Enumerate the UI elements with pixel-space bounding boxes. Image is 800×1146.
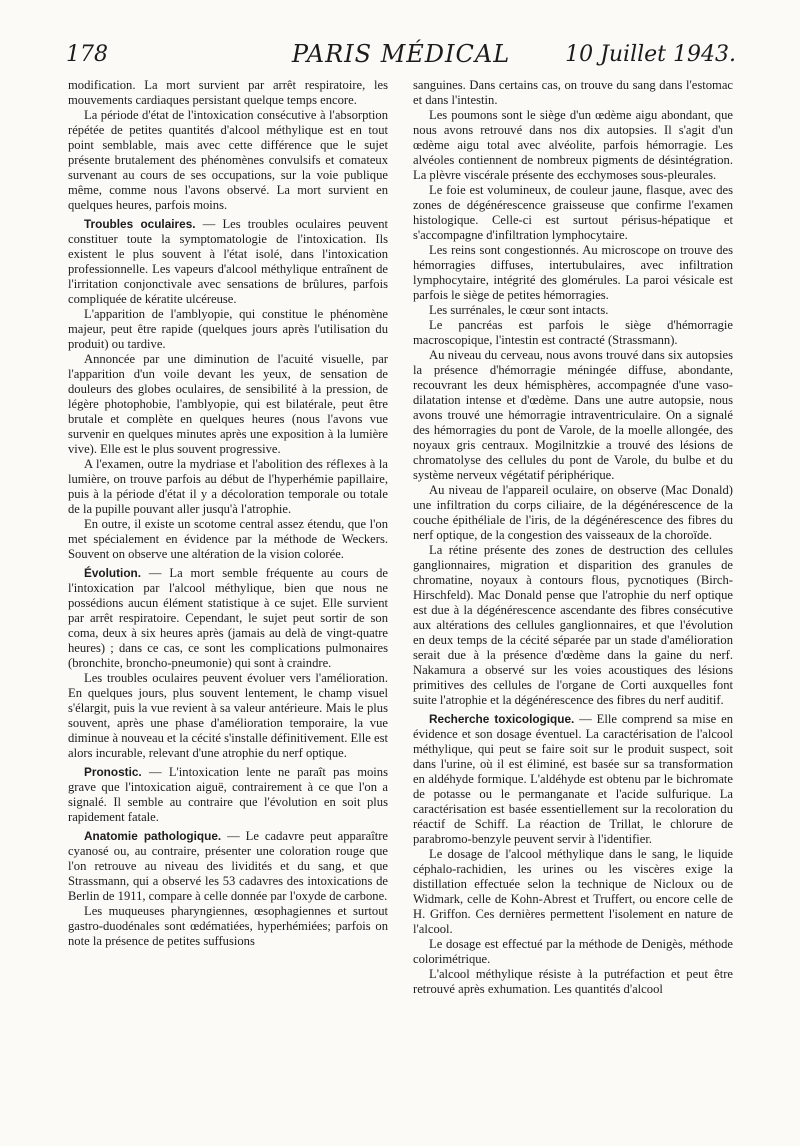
section-heading: Pronostic. [84,765,142,779]
right-column [413,78,733,997]
paragraph-continuation: modification. La mort survient par arrêt respiratoire, les mouvements cardiaques persistant quelque temps encore. [68,78,388,107]
section-paragraph [68,829,388,904]
paragraph-continuation: sanguines. Dans certains cas, on trouve du sang dans l'estomac et dans l'intestin. [413,78,733,107]
section-paragraph [68,566,388,671]
paragraph: Les poumons sont le siège d'un œdème aigu abondant, que nous avons retrouvé dans nos dix autopsies. Il s'agit d'un œdème aigu total avec alvéolite, parfois hémorragie. Les alvéoles contiennent de nombreux pigments de désintégration. La plèvre viscérale présente des ecchymoses sous-pleurales. [413,108,733,182]
journal-title: PARIS MÉDICAL [291,40,511,68]
paragraph: Au niveau du cerveau, nous avons trouvé dans six autopsies la présence d'hémorragie méningée diffuse, abondante, recouvrant les deux hémisphères, accompagnée d'une vaso-dilatation intense et d'œdème. Dans une autre autopsie, nous avons trouvé une hémorragie intraventriculaire. On a signalé des hémorragies du pont de Varole, de la moelle allongée, des noyaux gris centraux. Mogilnitzkie a trouvé des lésions de chromatolyse des cellules du pont de Varole, du bulbe et du système nerveux végétatif périphérique. [413,348,733,482]
paragraph: A l'examen, outre la mydriase et l'abolition des réflexes à la lumière, on trouve parfois au début de l'hyperhémie papillaire, puis à la période d'état il y a décoloration temporale ou totale de la pupille pouvant aller jusqu'à l'atrophie. [68,457,388,516]
section-paragraph [413,712,733,847]
paragraph: Les surrénales, le cœur sont intacts. [429,303,609,317]
paragraph: Au niveau de l'appareil oculaire, on observe (Mac Donald) une infiltration du corps ciliaire, de la dégénérescence de la couche épithéliale de l'iris, de la dégénérescence des fibres du nerf optique, de la congestion des vaisseaux de la choroïde. [413,483,733,542]
paragraph: Les muqueuses pharyngiennes, œsophagiennes et surtout gastro-duodénales sont œdématiées, hyperhémiées; parfois on note la présence de petites suffusions [68,904,388,948]
paragraph: La rétine présente des zones de destruction des cellules ganglionnaires, migration et disparition des granules de chromatine, noyaux à contours flous, pycnotiques (Birch-Hirschfeld). Mac Donald pense que l'atrophie du nerf optique est due à la dégénérescence ascendante des fibres consécutive aux altérations des cellules ganglionnaires, et que l'évolution en deux temps de la cécité séparée par un stade d'amélioration serait due à la présence d'œdème dans la gaine du nerf. Nakamura a observé sur les voies acoustiques des lésions primitives des cellules de l'organe de Corti auxquelles font suite l'atrophie et la dégénérescence des fibres du nerf auditif. [413,543,733,707]
paragraph: Le foie est volumineux, de couleur jaune, flasque, avec des zones de dégénérescence graisseuse que confirme l'examen histologique. Celle-ci est surtout périsus-hépatique et s'accompagne d'infiltration lymphocytaire. [413,183,733,242]
section-heading: Troubles oculaires. [84,217,196,231]
section-heading: Évolution. [84,566,142,580]
section-heading: Recherche toxicologique. [429,712,575,726]
paragraph: Le dosage est effectué par la méthode de Denigès, méthode colorimétrique. [413,937,733,966]
paragraph: Annoncée par une diminution de l'acuité visuelle, par l'apparition d'un voile devant les yeux, de sensation de douleurs des globes oculaires, de sensibilité à la pression, de légère photophobie, l'amblyopie, qui est bilatérale, peut être brutale et complète en quelques heures (nous l'avons vue survenir en quelques minutes après une exposition à la lumière vive). Elle est le plus souvent progressive. [68,352,388,456]
paragraph: Les reins sont congestionnés. Au microscope on trouve des hémorragies diffuses, intertubulaires, avec infiltration lymphocytaire, intégrité des glomérules. La paroi vésicale est parfois le siège de petites hémorragies. [413,243,733,302]
page-header [66,38,736,78]
paragraph: Le pancréas est parfois le siège d'hémorragie macroscopique, l'intestin est contracté (Strassmann). [413,318,733,347]
section-body: — La mort semble fréquente au cours de l'intoxication par l'alcool méthylique, bien que nous ne possédions aucun élément statistique à ce sujet. Elle survient par arrêt respiratoire. Cependant, le sujet peut sortir de son coma, deux à six heures après (jamais au delà de vingt-quatre heures) ; dans ce cas, ce sont les complications pulmonaires (bronchite, broncho-pneumonie) qui sont à craindre. [68,566,388,670]
section-body: — L'intoxication lente ne paraît pas moins grave que l'intoxication aiguë, contrairement à ce que l'on a signalé. Il semble au contraire que l'évolution en soit plus rapidement fatale. [68,765,388,824]
paragraph: La période d'état de l'intoxication consécutive à l'absorption répétée de petites quantités d'alcool méthylique est en tout point semblable, mais avec cette différence que le sujet présente brutalement des phénomènes convulsifs et comateux survenant au cours de ses occupations, sur la voie publique même, comme nous l'avons observé. La mort survient en quelques heures, parfois moins. [68,108,388,212]
paragraph: L'apparition de l'amblyopie, qui constitue le phénomène majeur, peut être rapide (quelques jours après l'utilisation du produit) ou tardive. [68,307,388,351]
section-body: — Les troubles oculaires peuvent constituer toute la symptomatologie de l'intoxication. Ils existent le plus souvent à l'état isolé, dans l'intoxication professionnelle. Les vapeurs d'alcool méthylique entraînent de l'irritation conjonctivale avec sensations de brûlures, parfois compliquée de kératite ulcéreuse. [68,217,388,306]
section-heading: Anatomie pathologique. [84,829,222,843]
section-body: — Elle comprend sa mise en évidence et son dosage éventuel. La caractérisation de l'alcool méthylique, qui peut se faire soit sur le produit suspect, soit dans l'urine, où il est éliminé, est basée sur sa transformation en aldéhyde formique. L'aldéhyde est obtenu par le bichromate de potasse ou le permanganate et l'acide sulfurique. La caractérisation est basée essentiellement sur la recoloration du réactif de Schiff. La réaction de Trillat, le chlorure de parabromo-benzyle peuvent servir à l'identifier. [413,712,733,846]
issue-date: 10 Juillet 1943. [565,42,736,67]
paragraph: Les troubles oculaires peuvent évoluer vers l'amélioration. En quelques jours, plus souvent lentement, le champ visuel s'élargit, puis la vue revient à sa valeur antérieure. Mais le plus souvent, après une phase d'amélioration temporaire, la vue diminue à nouveau et la cécité s'installe définitivement. Elle est alors incurable, relevant d'une atrophie du nerf optique. [68,671,388,760]
paragraph: Le dosage de l'alcool méthylique dans le sang, le liquide céphalo-rachidien, les urines ou les viscères exige la distillation effectuée selon la technique de Nicloux ou de Widmark, celle de Kohn-Abrest et Truffert, ou encore celle de H. Griffon. Ces dernières permettent l'isolement en nature de l'alcool. [413,847,733,936]
section-body: — Le cadavre peut apparaître cyanosé ou, au contraire, présenter une coloration rouge que l'on retrouve au niveau des lividités et du sang, et que Strassmann, qui a observé les 53 cadavres des intoxications de Berlin de 1911, compare à celle donnée par l'oxyde de carbone. [68,829,388,903]
section-paragraph [68,765,388,825]
paragraph: En outre, il existe un scotome central assez étendu, que l'on met spécialement en évidence par la méthode de Weckers. Souvent on observe une altération de la vision colorée. [68,517,388,561]
paragraph: L'alcool méthylique résiste à la putréfaction et peut être retrouvé après exhumation. Les quantités d'alcool [413,967,733,996]
left-column [68,78,388,949]
page-number: 178 [66,42,108,67]
section-paragraph [68,217,388,307]
